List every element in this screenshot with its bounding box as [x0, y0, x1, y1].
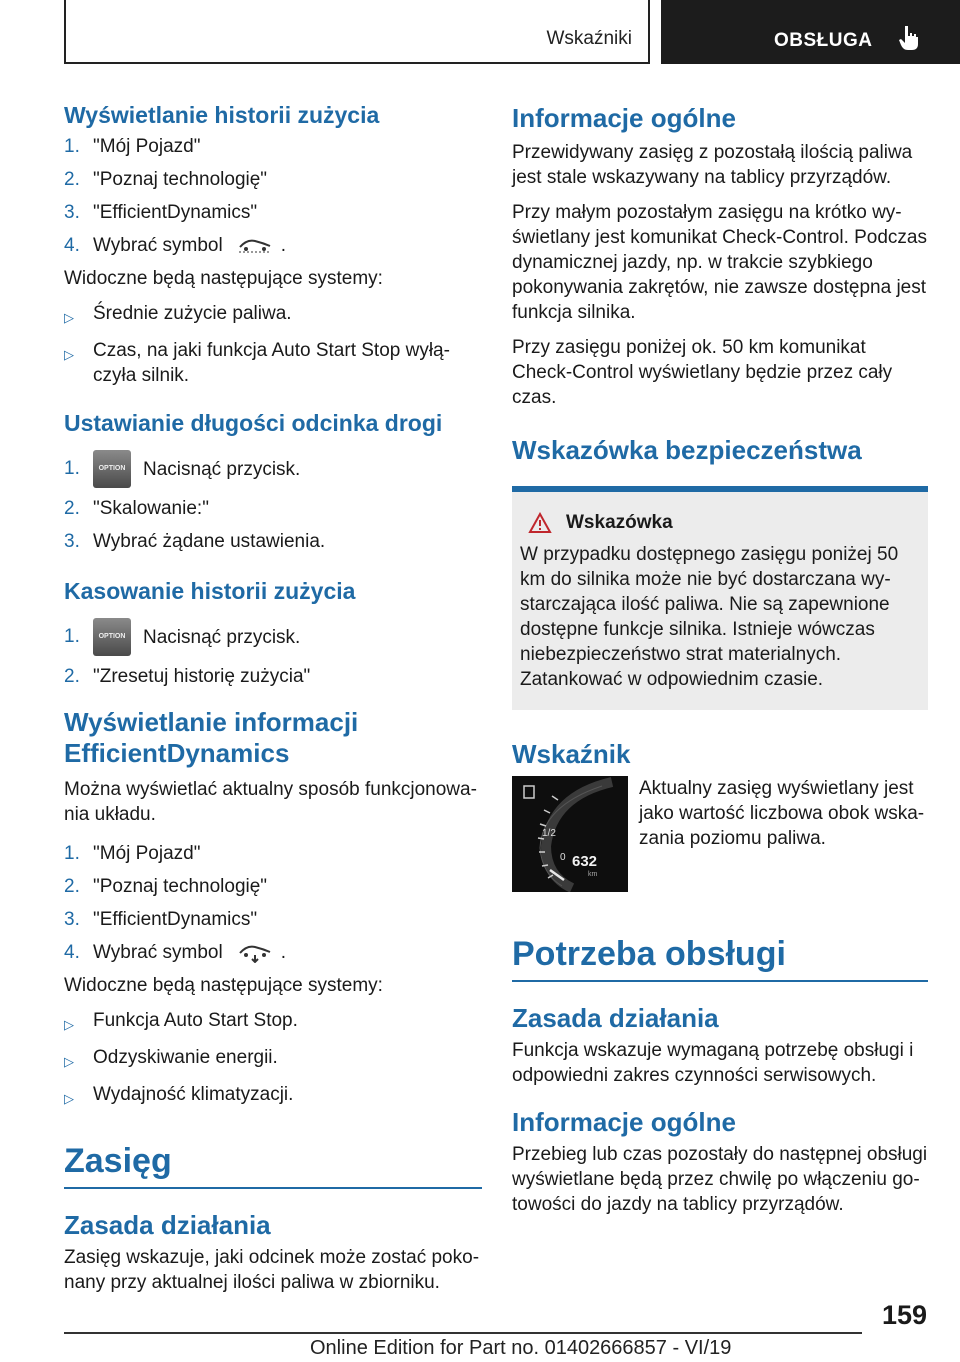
heading-general-info: Informacje ogólne	[512, 103, 736, 133]
history-bullets	[64, 301, 482, 388]
info-paragraph: Można wyświetlać aktualny sposób funkcjonowania układu.	[64, 779, 477, 825]
warning-box	[512, 486, 928, 710]
list-item: 2. "Skalowanie:"	[64, 498, 209, 519]
info-steps	[64, 841, 482, 965]
visible-systems-text: Widoczne będą następujące systemy:	[64, 268, 383, 289]
footer-divider	[64, 1332, 862, 1334]
left-column	[64, 100, 482, 1305]
list-item: 3. Wybrać żądane ustawienia.	[64, 531, 326, 552]
list-item: 4. Wybrać symbol .	[64, 235, 286, 256]
service-chapter-heading	[512, 932, 928, 982]
heading-service-need: Potrzeba obsługi	[512, 935, 786, 973]
list-item: ▷ Wydajność klimatyzacji.	[64, 1084, 294, 1106]
indicator-text: Aktualny zasięg wyświetlany jest jako wartość liczbowa obok wskazania poziomu paliwa.	[639, 778, 925, 849]
chapter-label: OBSŁUGA	[774, 30, 873, 51]
edition-footer: Online Edition for Part no. 01402666857 - VI/19	[310, 1337, 732, 1359]
header-section-box	[64, 0, 650, 64]
list-item: 3. "EfficientDynamics"	[64, 909, 258, 930]
gauge-zero-label: 0	[560, 852, 566, 863]
heading-principle: Zasada działania	[64, 1210, 271, 1240]
list-item: 1. "Mój Pojazd"	[64, 136, 201, 157]
list-item: ▷ Średnie zużycie paliwa.	[64, 303, 292, 325]
gauge-half-label: 1/2	[542, 828, 556, 839]
list-item: 2. "Poznaj technologię"	[64, 169, 268, 190]
car-history-symbol-icon	[237, 237, 273, 255]
heading-indicator: Wskaźnik	[512, 739, 631, 769]
visible-systems-text-2: Widoczne będą następujące systemy:	[64, 975, 383, 996]
list-item: 1. OPTION Nacisnąć przycisk.	[64, 450, 482, 488]
warning-title: Wskazówka	[566, 512, 673, 533]
gauge-unit: km	[588, 871, 598, 878]
general2-paragraph: Przebieg lub czas pozostały do następnej obsługi wyświetlane będą przez chwilę po włączeniu gotowości do jazdy na tablicy przyrządów.	[512, 1144, 928, 1215]
list-item: 1. OPTION Nacisnąć przycisk.	[64, 618, 482, 656]
gauge-range-value: 632	[572, 853, 598, 870]
warning-text: W przypadku dostępnego zasięgu poniżej 50 km do silnika może nie być dostarczana wystarczająca ilość paliwa. Nie są zapewnione dostępne funkcje silnika. Istnieje wówczas niebezpieczeństwo strat materialnych. Zatankować w odpowiednim czasie.	[520, 544, 899, 690]
principle-paragraph: Zasięg wskazuje, jaki odcinek może zostać pokonany przy aktualnej ilości paliwa w zbiorniku.	[64, 1247, 480, 1293]
heading-consumption-history: Wyświetlanie historii zużycia	[64, 102, 380, 128]
general-paragraph-2: Przy małym pozostałym zasięgu na krótko wyświetlany jest komunikat Check-Control. Podczas dynamicznej jazdy, np. w trakcie szybkiego pokonywania zakrętów, nie zawsze dostępna jest funkcja silnika.	[512, 202, 928, 323]
hand-pointer-icon	[897, 24, 921, 52]
list-item: 2. "Zresetuj historię zużycia"	[64, 666, 311, 687]
header-chapter-tab	[661, 0, 960, 64]
list-item: 1. "Mój Pojazd"	[64, 843, 201, 864]
heading-principle-2: Zasada działania	[512, 1003, 719, 1033]
info-bullets	[64, 1008, 482, 1111]
option-button-icon: OPTION	[93, 618, 131, 656]
list-item: 4. Wybrać symbol .	[64, 942, 286, 963]
fuel-range-gauge-image	[512, 776, 628, 892]
range-chapter-heading	[64, 1139, 482, 1189]
page-number: 159	[881, 1300, 927, 1330]
list-item: ▷ Funkcja Auto Start Stop.	[64, 1010, 298, 1032]
heading-efficientdynamics-info: Wyświetlanie informacji EfficientDynamics	[64, 707, 359, 768]
principle2-paragraph: Funkcja wskazuje wymaganą potrzebę obsługi i odpowiedni zakres czynności serwisowych.	[512, 1040, 914, 1086]
heading-reset-history: Kasowanie historii zużycia	[64, 578, 356, 604]
car-efficiency-symbol-icon	[237, 943, 273, 963]
right-column	[512, 100, 928, 1227]
option-button-icon: OPTION	[93, 450, 131, 488]
general-paragraph-3: Przy zasięgu poniżej ok. 50 km komunikat Check-Control wyświetlany będzie przez cały czas.	[512, 337, 893, 408]
heading-general-info-2: Informacje ogólne	[512, 1107, 736, 1137]
general-paragraph-1: Przewidywany zasięg z pozostałą ilością paliwa jest stale wskazywany na tablicy przyrządów.	[512, 142, 913, 188]
history-steps	[64, 134, 482, 258]
list-item: 3. "EfficientDynamics"	[64, 202, 258, 223]
warning-triangle-icon	[528, 512, 552, 534]
indicator-row	[512, 776, 928, 892]
list-item: 2. "Poznaj technologię"	[64, 876, 268, 897]
heading-range: Zasięg	[64, 1142, 172, 1180]
reset-steps	[64, 618, 482, 689]
length-steps	[64, 450, 482, 554]
heading-safety-note: Wskazówka bezpieczeństwa	[512, 435, 862, 465]
header-section-title: Wskaźniki	[546, 28, 632, 49]
list-item: ▷ Odzyskiwanie energii.	[64, 1047, 278, 1069]
list-item: ▷ Czas, na jaki funkcja Auto Start Stop wyłączyła silnik.	[64, 340, 450, 386]
heading-route-length: Ustawianie długości odcinka drogi	[64, 410, 443, 436]
